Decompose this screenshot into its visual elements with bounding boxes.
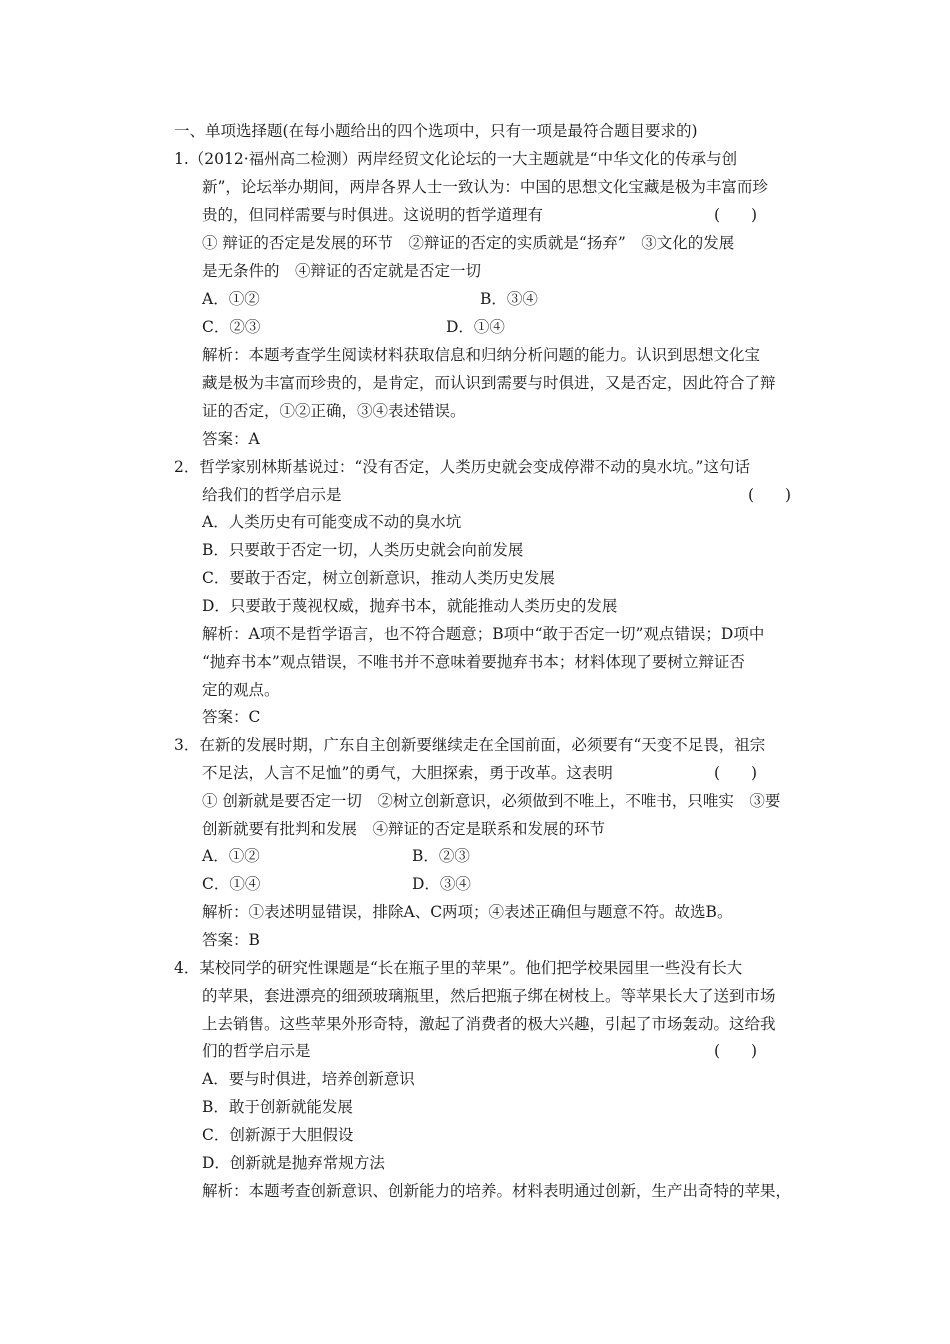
question-3-option-b: B．②③: [412, 847, 470, 865]
question-4-option-a: A．要与时俱进，培养创新意识: [202, 1070, 415, 1088]
question-1-option-c: C．②③: [202, 318, 261, 336]
question-1-answer: 答案：A: [202, 430, 260, 448]
question-3-option-d: D．③④: [412, 875, 471, 893]
question-3-option-a: A．①②: [202, 847, 260, 865]
answer-parentheses: ( ): [748, 486, 792, 504]
question-4-stem-line: 们的哲学启示是: [202, 1042, 311, 1060]
question-3-statement-line: 创新就要有批判和发展 ④辩证的否定是联系和发展的环节: [202, 820, 606, 838]
question-1-option-d: D．①④: [446, 318, 505, 336]
answer-parentheses: ( ): [714, 206, 758, 224]
question-2-answer: 答案：C: [202, 708, 261, 726]
question-4-stem-line: 的苹果，套进漂亮的细颈玻璃瓶里，然后把瓶子绑在树枝上。等苹果长大了送到市场: [202, 987, 776, 1005]
question-4-option-c: C．创新源于大胆假设: [202, 1126, 354, 1144]
question-3-statement-line: ① 创新就是要否定一切 ②树立创新意识，必须做到不唯上，不唯书，只唯实 ③要: [202, 792, 781, 810]
question-3-option-c: C．①④: [202, 875, 261, 893]
question-2-stem-line: 给我们的哲学启示是: [202, 486, 342, 504]
question-1-stem-line: 贵的，但同样需要与时俱进。这说明的哲学道理有: [202, 206, 544, 224]
question-2-option-a: A．人类历史有可能变成不动的臭水坑: [202, 513, 462, 531]
answer-parentheses: ( ): [714, 764, 758, 782]
question-3-answer: 答案：B: [202, 931, 260, 949]
question-1-analysis-line: 证的否定，①②正确，③④表述错误。: [202, 402, 466, 420]
question-2-analysis-line: 解析：A项不是哲学语言，也不符合题意；B项中“敢于否定一切”观点错误；D项中: [202, 625, 765, 643]
question-3-stem-line: 不足法，人言不足恤”的勇气，大胆探索，勇于改革。这表明: [202, 764, 613, 782]
question-2-analysis-line: “抛弃书本”观点错误，不唯书并不意味着要抛弃书本；材料体现了要树立辩证否: [202, 653, 745, 671]
question-1-stem-line: 1.（2012·福州高二检测）两岸经贸文化论坛的一大主题就是“中华文化的传承与创: [174, 150, 738, 168]
question-1-stem-line: 新”，论坛举办期间，两岸各界人士一致认为：中国的思想文化宝藏是极为丰富而珍: [202, 178, 768, 196]
question-3-analysis-line: 解析：①表述明显错误，排除A、C两项；④表述正确但与题意不符。故选B。: [202, 903, 733, 921]
question-1-option-a: A．①②: [202, 290, 260, 308]
question-2-option-d: D．只要敢于蔑视权威，抛弃书本，就能推动人类历史的发展: [202, 597, 618, 615]
question-1-option-b: B．③④: [480, 290, 538, 308]
question-1-statement-line: ① 辩证的否定是发展的环节 ②辩证的否定的实质就是“扬弃” ③文化的发展: [202, 234, 735, 252]
question-2-option-c: C．要敢于否定，树立创新意识，推动人类历史发展: [202, 569, 555, 587]
answer-parentheses: ( ): [714, 1042, 758, 1060]
question-2-stem-line: 2．哲学家别林斯基说过：“没有否定，人类历史就会变成停滞不动的臭水坑。”这句话: [174, 458, 750, 476]
question-4-option-b: B．敢于创新就能发展: [202, 1098, 353, 1116]
question-4-stem-line: 上去销售。这些苹果外形奇特，激起了消费者的极大兴趣，引起了市场轰动。这给我: [202, 1015, 776, 1033]
question-1-statement-line: 是无条件的 ④辩证的否定就是否定一切: [202, 262, 482, 280]
question-3-stem-line: 3．在新的发展时期，广东自主创新要继续走在全国前面，必须要有“天变不足畏，祖宗: [174, 736, 766, 754]
question-2-analysis-line: 定的观点。: [202, 681, 280, 699]
question-4-analysis-line: 解析：本题考查创新意识、创新能力的培养。材料表明通过创新，生产出奇特的苹果，: [202, 1182, 792, 1200]
question-1-analysis-line: 藏是极为丰富而珍贵的，是肯定，而认识到需要与时俱进，又是否定，因此符合了辩: [202, 374, 776, 392]
question-2-option-b: B．只要敢于否定一切，人类历史就会向前发展: [202, 541, 524, 559]
question-4-stem-line: 4．某校同学的研究性课题是“长在瓶子里的苹果”。他们把学校果园里一些没有长大: [174, 959, 743, 977]
section-title: 一、单项选择题(在每小题给出的四个选项中，只有一项是最符合题目要求的): [174, 122, 698, 140]
question-1-analysis-line: 解析：本题考查学生阅读材料获取信息和归纳分析问题的能力。认识到思想文化宝: [202, 346, 761, 364]
question-4-option-d: D．创新就是抛弃常规方法: [202, 1154, 385, 1172]
